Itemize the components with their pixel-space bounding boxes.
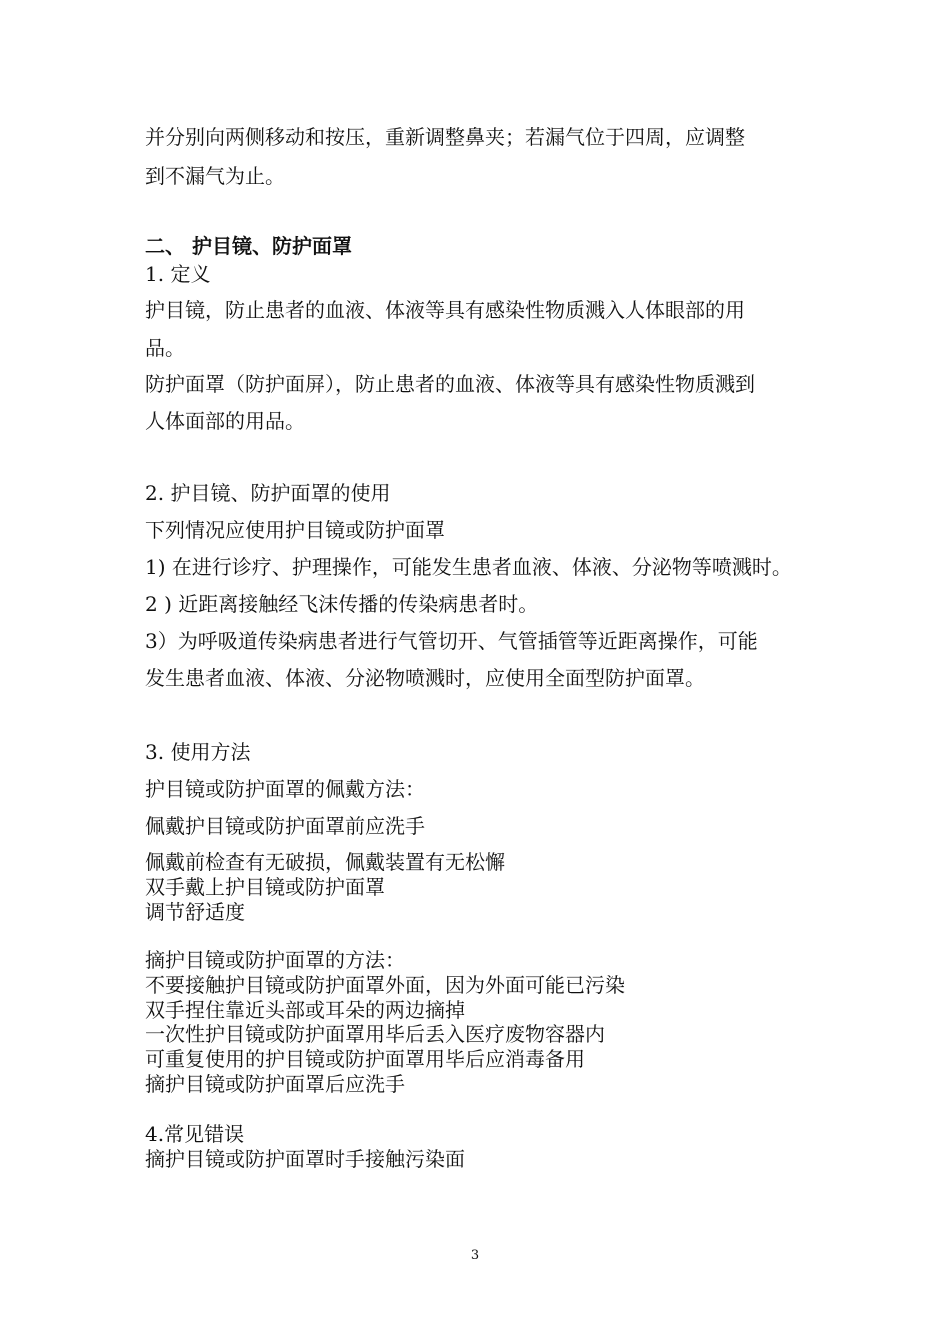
- paragraph-line: 并分别向两侧移动和按压，重新调整鼻夹；若漏气位于四周，应调整: [145, 125, 745, 149]
- subsection-heading: 1. 定义: [145, 262, 211, 286]
- list-item: 1) 在进行诊疗、护理操作，可能发生患者血液、体液、分泌物等喷溅时。: [145, 555, 792, 579]
- paragraph-line: 品。: [145, 336, 185, 360]
- subsection-heading: 4.常见错误: [145, 1122, 245, 1146]
- paragraph-line: 双手戴上护目镜或防护面罩: [145, 875, 385, 899]
- list-item: 3）为呼吸道传染病患者进行气管切开、气管插管等近距离操作，可能: [145, 629, 758, 653]
- paragraph-line: 佩戴前检查有无破损，佩戴装置有无松懈: [145, 850, 505, 874]
- paragraph-line: 下列情况应使用护目镜或防护面罩: [145, 518, 445, 542]
- paragraph-line: 人体面部的用品。: [145, 409, 305, 433]
- list-item: 2 ) 近距离接触经飞沫传播的传染病患者时。: [145, 592, 539, 616]
- section-heading: 二、 护目镜、防护面罩: [145, 234, 352, 258]
- paragraph-line: 摘护目镜或防护面罩的方法：: [145, 948, 405, 972]
- subsection-heading: 3. 使用方法: [145, 740, 251, 764]
- paragraph-line: 护目镜或防护面罩的佩戴方法：: [145, 777, 425, 801]
- subsection-heading: 2. 护目镜、防护面罩的使用: [145, 481, 391, 505]
- paragraph-line: 防护面罩（防护面屏），防止患者的血液、体液等具有感染性物质溅到: [145, 372, 755, 396]
- paragraph-line: 摘护目镜或防护面罩后应洗手: [145, 1072, 405, 1096]
- paragraph-line: 双手捏住靠近头部或耳朵的两边摘掉: [145, 998, 465, 1022]
- list-item: 发生患者血液、体液、分泌物喷溅时，应使用全面型防护面罩。: [145, 666, 705, 690]
- paragraph-line: 不要接触护目镜或防护面罩外面，因为外面可能已污染: [145, 973, 625, 997]
- page-number: 3: [470, 1248, 480, 1263]
- paragraph-line: 可重复使用的护目镜或防护面罩用毕后应消毒备用: [145, 1047, 585, 1071]
- paragraph-line: 一次性护目镜或防护面罩用毕后丢入医疗废物容器内: [145, 1022, 605, 1046]
- paragraph-line: 佩戴护目镜或防护面罩前应洗手: [145, 814, 425, 838]
- paragraph-line: 摘护目镜或防护面罩时手接触污染面: [145, 1147, 465, 1171]
- paragraph-line: 到不漏气为止。: [145, 164, 285, 188]
- paragraph-line: 调节舒适度: [145, 900, 245, 924]
- paragraph-line: 护目镜，防止患者的血液、体液等具有感染性物质溅入人体眼部的用: [145, 298, 745, 322]
